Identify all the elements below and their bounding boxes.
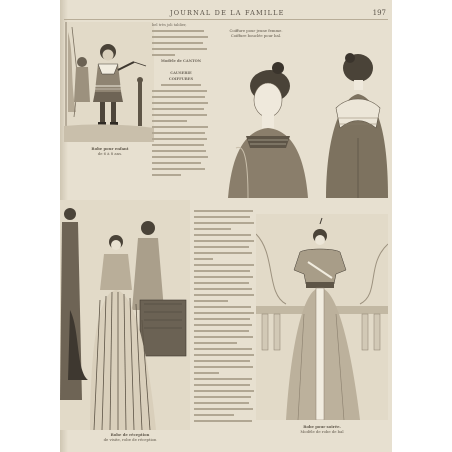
text-column-top-center: [152, 22, 210, 202]
page-header: [60, 9, 392, 19]
caption-child-sailor: Robe pour enfant de 6 à 8 ans.: [91, 146, 129, 156]
child-sailor-illustration: [64, 22, 154, 142]
journal-page: [60, 0, 392, 452]
hairstyles-illustration: [208, 48, 388, 198]
text-heading-causerie: CAUSERIE: [170, 71, 192, 75]
header-rule: [64, 19, 388, 20]
caption-hairstyles: Coiffure pour jeune femme. Coiffure bouclée pour bal.: [229, 28, 283, 38]
text-heading-coiffures: COIFFURES: [168, 77, 194, 81]
text-lead: bel très joli tablier,: [152, 23, 187, 27]
page-number: 197: [372, 9, 386, 17]
caption-striped-dress: Robe de réception de visite, robe de réception: [103, 432, 157, 442]
text-column-bottom-center: [194, 208, 256, 438]
journal-title: JOURNAL DE LA FAMILLE: [170, 9, 285, 17]
caption-evening-dress: Robe pour soirée. Modèle de robe de bal: [300, 424, 344, 434]
striped-dress-illustration: [60, 200, 190, 430]
evening-dress-illustration: [256, 214, 388, 420]
text-heading-canton: Modèle de CANTON: [160, 59, 202, 63]
